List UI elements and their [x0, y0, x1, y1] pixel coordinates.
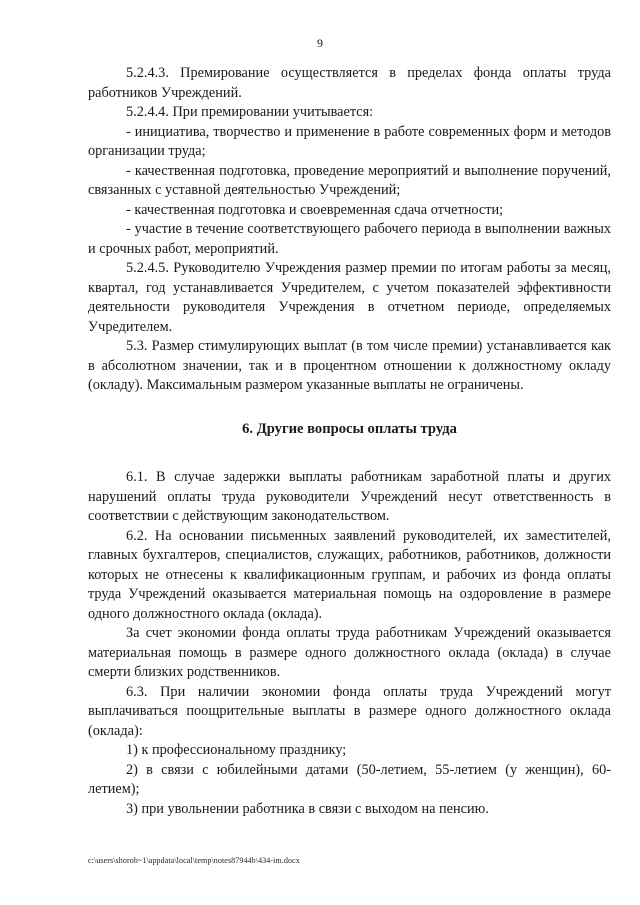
- paragraph-5-3: 5.3. Размер стимулирующих выплат (в том числе премии) устанавливается как в абсолютном значении, так и в процентном отношении к должностному окладу (окладу). Максимальным размером указанные выплаты не ограничены.: [88, 338, 611, 393]
- paragraph-6-1: 6.1. В случае задержки выплаты работникам заработной платы и других нарушений оплаты труда руководители Учреждений несут ответственность в соответствии с действующим законодательством.: [88, 469, 611, 524]
- list-item: - качественная подготовка и своевременная сдача отчетности;: [126, 201, 504, 218]
- list-item: 2) в связи с юбилейными датами (50-летием, 55-летием (у женщин), 60-летием);: [88, 761, 611, 797]
- section-heading: 6. Другие вопросы оплаты труда: [242, 420, 457, 437]
- footer-file-path: c:\users\shoroh~1\appdata\local\temp\notes87944b\434-im.docx: [88, 856, 300, 865]
- list-item: - инициатива, творчество и применение в работе современных форм и методов организации труда;: [88, 123, 611, 159]
- list-item: 3) при увольнении работника в связи с выходом на пенсию.: [126, 800, 489, 817]
- paragraph-5-2-4-4: 5.2.4.4. При премировании учитывается:: [126, 104, 374, 120]
- document-body: [88, 64, 611, 819]
- paragraph-6-3: 6.3. При наличии экономии фонда оплаты труда Учреждений могут выплачиваться поощрительные выплаты в размере одного должностного оклада (оклада):: [88, 683, 611, 739]
- list-item: - качественная подготовка, проведение мероприятий и выполнение поручений, связанных с уставной деятельностью Учреждений;: [88, 162, 611, 198]
- list-item: 1) к профессиональному празднику;: [126, 742, 347, 758]
- paragraph-5-2-4-5: 5.2.4.5. Руководителю Учреждения размер премии по итогам работы за месяц, квартал, год устанавливается Учредителем, с учетом показателей эффективности деятельности руководителя Учреждения в отчетном периоде, определяемых Учредителем.: [88, 260, 611, 335]
- paragraph-5-2-4-3: 5.2.4.3. Премирование осуществляется в пределах фонда оплаты труда работников Учреждений.: [88, 65, 611, 101]
- page-number: 9: [317, 36, 323, 50]
- list-item: - участие в течение соответствующего рабочего периода в выполнении важных и срочных работ, мероприятий.: [88, 221, 611, 257]
- paragraph-material-aid: За счет экономии фонда оплаты труда работникам Учреждений оказывается материальная помощь в размере одного должностного оклада (оклада) в случае смерти близких родственников.: [88, 625, 611, 680]
- paragraph-6-2: 6.2. На основании письменных заявлений руководителей, их заместителей, главных бухгалтеров, специалистов, служащих, работников, работников, должности которых не отнесены к квалификационным группам, и рабочих из фонда оплаты труда Учреждений оказывается материальная помощь на оздоровление в размере одного должностного оклада (оклада).: [88, 527, 611, 622]
